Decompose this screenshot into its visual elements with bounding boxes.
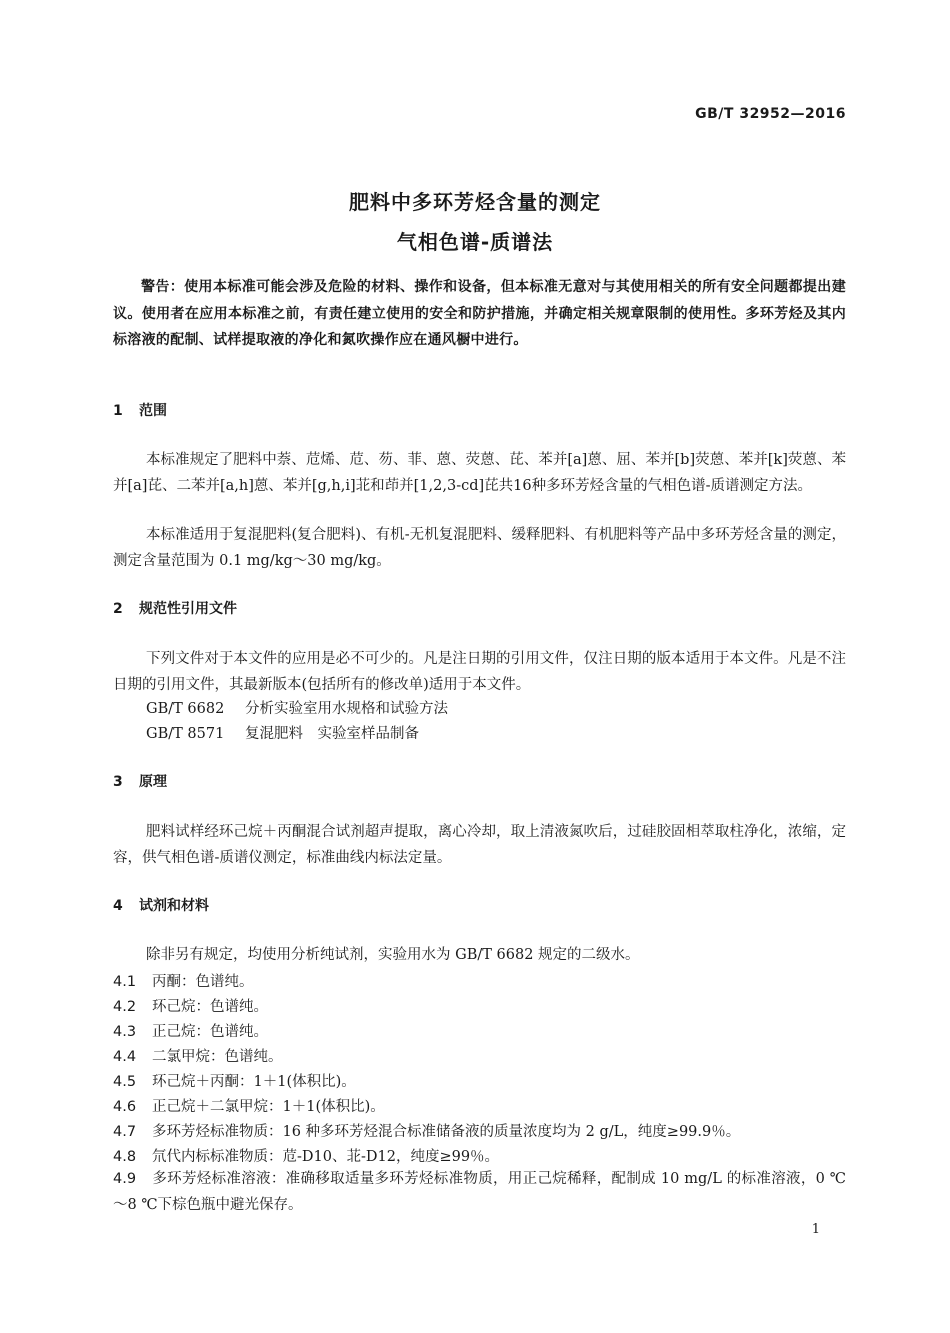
item-number: 4.1 <box>113 974 137 990</box>
section-number: 1 <box>113 403 123 419</box>
item-text: 环己烷＋丙酮：1＋1(体积比)。 <box>152 1074 356 1090</box>
reference-item <box>146 697 448 718</box>
scope-paragraph-2: 本标准适用于复混肥料(复合肥料)、有机-无机复混肥料、缓释肥料、有机肥料等产品中多环芳烃含量的测定，测定含量范围为 0.1 mg/kg～30 mg/kg。 <box>113 527 846 569</box>
references-paragraph: 下列文件对于本文件的应用是必不可少的。凡是注日期的引用文件，仅注日期的版本适用于本文件。凡是不注日期的引用文件，其最新版本(包括所有的修改单)适用于本文件。 <box>113 651 846 693</box>
item-number: 4.5 <box>113 1074 137 1090</box>
reagent-item <box>113 1120 740 1141</box>
item-text: 丙酮：色谱纯。 <box>152 974 254 990</box>
warning-paragraph: 警告：使用本标准可能会涉及危险的材料、操作和设备，但本标准无意对与其使用相关的所有安全问题都提出建议。使用者在应用本标准之前，有责任建立使用的安全和防护措施，并确定相关规章限制的使用性。多环芳烃及其内标溶液的配制、试样提取液的净化和氮吹操作应在通风橱中进行。 <box>113 279 846 348</box>
reference-code: GB/T 6682 <box>146 701 225 717</box>
principle-paragraph: 肥料试样经环己烷＋丙酮混合试剂超声提取，离心冷却，取上清液氮吹后，过硅胶固相萃取柱净化，浓缩，定容，供气相色谱-质谱仪测定，标准曲线内标法定量。 <box>113 824 846 866</box>
reagent-item <box>113 1070 356 1091</box>
section-number: 2 <box>113 601 123 617</box>
reagent-item <box>113 995 268 1016</box>
reagent-item <box>113 970 254 991</box>
reagent-item <box>113 1145 499 1166</box>
section-number: 4 <box>113 898 123 914</box>
item-number: 4.6 <box>113 1099 137 1115</box>
section-number: 3 <box>113 774 123 790</box>
section-title: 原理 <box>139 774 167 790</box>
item-number: 4.9 <box>113 1171 137 1187</box>
document-title: 肥料中多环芳烃含量的测定 <box>349 190 601 214</box>
reagent-item <box>113 1020 268 1041</box>
item-text: 多环芳烃标准物质：16 种多环芳烃混合标准储备液的质量浓度均为 2 g/L，纯度≥99.9％。 <box>152 1124 741 1140</box>
section-title: 范围 <box>139 403 167 419</box>
section-1-heading <box>113 400 167 420</box>
reference-item <box>146 722 419 743</box>
item-text: 环己烷：色谱纯。 <box>152 999 268 1015</box>
reagents-intro-paragraph: 除非另有规定，均使用分析纯试剂，实验用水为 GB/T 6682 规定的二级水。 <box>146 947 640 963</box>
section-title: 规范性引用文件 <box>139 601 237 617</box>
item-number: 4.7 <box>113 1124 137 1140</box>
standard-number: GB/T 32952—2016 <box>695 106 846 122</box>
page-number: 1 <box>811 1222 820 1237</box>
item-text: 多环芳烃标准溶液：准确移取适量多环芳烃标准物质，用正己烷稀释，配制成 10 mg/L 的标准溶液，0 ℃～8 ℃下棕色瓶中避光保存。 <box>113 1171 846 1213</box>
item-number: 4.3 <box>113 1024 137 1040</box>
section-2-heading <box>113 598 237 618</box>
reference-code: GB/T 8571 <box>146 726 225 742</box>
item-text: 正己烷＋二氯甲烷：1＋1(体积比)。 <box>152 1099 385 1115</box>
item-number: 4.2 <box>113 999 137 1015</box>
item-number: 4.8 <box>113 1149 137 1165</box>
reagent-item <box>113 1167 846 1218</box>
reagent-item <box>113 1095 385 1116</box>
section-title: 试剂和材料 <box>139 898 209 914</box>
item-text: 二氯甲烷：色谱纯。 <box>152 1049 283 1065</box>
scope-paragraph-1: 本标准规定了肥料中萘、苊烯、苊、芴、菲、蒽、荧蒽、芘、苯并[a]蒽、屈、苯并[b]荧蒽、苯并[k]荧蒽、苯并[a]芘、二苯并[a,h]蒽、苯并[g,h,i]苝和茚并[1,2,3-cd]芘共16种多环芳烃含量的气相色谱-质谱测定方法。 <box>113 452 846 494</box>
document-subtitle: 气相色谱-质谱法 <box>396 230 554 254</box>
section-3-heading <box>113 771 167 791</box>
reference-title: 分析实验室用水规格和试验方法 <box>245 701 448 717</box>
reference-title: 复混肥料 实验室样品制备 <box>245 726 419 742</box>
section-4-heading <box>113 895 209 915</box>
item-text: 正己烷：色谱纯。 <box>152 1024 268 1040</box>
item-text: 氘代内标标准物质：苊-D10、苝-D12，纯度≥99％。 <box>152 1149 500 1165</box>
item-number: 4.4 <box>113 1049 137 1065</box>
reagent-item <box>113 1045 283 1066</box>
